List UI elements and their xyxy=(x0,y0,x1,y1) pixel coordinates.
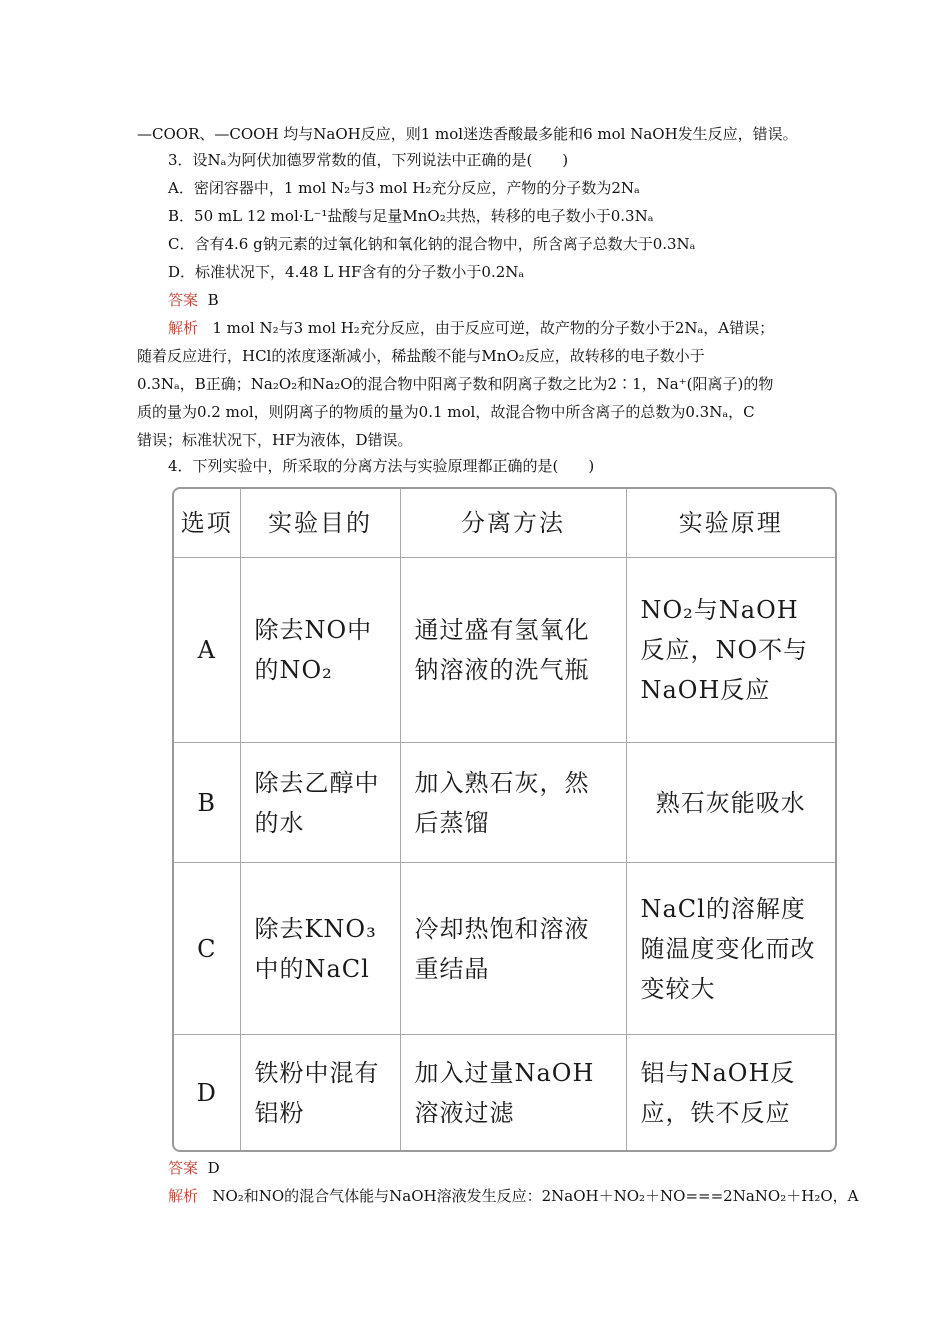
question-3: 3．设Nₐ为阿伏加德罗常数的值，下列说法中正确的是( ) xyxy=(168,151,569,169)
explanation-3-line: 0.3Nₐ，B正确；Na₂O₂和Na₂O的混合物中阳离子数和阴离子数之比为2∶1，Na⁺(阳离子)的物 xyxy=(137,375,774,393)
method-cell: 加入过量NaOH溶液过滤 xyxy=(400,1035,626,1151)
explanation-3-line: 错误；标准状况下，HF为液体，D错误。 xyxy=(137,431,413,449)
method-cell: 通过盛有氢氧化钠溶液的洗气瓶 xyxy=(400,558,626,743)
option-cell: D xyxy=(174,1035,240,1151)
answer-4 xyxy=(168,1158,220,1178)
principle-cell: NO₂与NaOH反应，NO不与NaOH反应 xyxy=(626,558,835,743)
header-principle: 实验原理 xyxy=(626,489,835,558)
header-purpose: 实验目的 xyxy=(240,489,400,558)
answer-label: 答案 xyxy=(168,1159,199,1177)
answer-label: 答案 xyxy=(168,291,199,309)
table-header-row xyxy=(174,489,835,558)
purpose-cell: 除去NO中的NO₂ xyxy=(240,558,400,743)
principle-cell: 铝与NaOH反应，铁不反应 xyxy=(626,1035,835,1151)
option-3b: B．50 mL 12 mol·L⁻¹盐酸与足量MnO₂共热，转移的电子数小于0.3Nₐ xyxy=(168,207,654,225)
answer-value: D xyxy=(207,1159,220,1177)
table-row xyxy=(174,743,835,863)
explanation-label: 解析 xyxy=(168,1187,199,1205)
explanation-3 xyxy=(168,318,774,338)
answer-value: B xyxy=(207,291,219,309)
experiment-table xyxy=(172,487,837,1152)
table-row xyxy=(174,1035,835,1151)
option-cell: C xyxy=(174,863,240,1035)
purpose-cell: 铁粉中混有铝粉 xyxy=(240,1035,400,1151)
option-3c: C．含有4.6 g钠元素的过氧化钠和氧化钠的混合物中，所含离子总数大于0.3Nₐ xyxy=(168,235,696,253)
explanation-text: 1 mol N₂与3 mol H₂充分反应，由于反应可逆，故产物的分子数小于2Nₐ，A错误； xyxy=(212,319,775,337)
option-cell: B xyxy=(174,743,240,863)
option-cell: A xyxy=(174,558,240,743)
question-4: 4．下列实验中，所采取的分离方法与实验原理都正确的是( ) xyxy=(168,457,595,475)
purpose-cell: 除去KNO₃中的NaCl xyxy=(240,863,400,1035)
table-row xyxy=(174,863,835,1035)
table-row xyxy=(174,558,835,743)
answer-3 xyxy=(168,290,219,310)
option-3d: D．标准状况下，4.48 L HF含有的分子数小于0.2Nₐ xyxy=(168,263,525,281)
explanation-label: 解析 xyxy=(168,319,199,337)
explanation-3-line: 随着反应进行，HCl的浓度逐渐减小，稀盐酸不能与MnO₂反应，故转移的电子数小于 xyxy=(137,347,705,365)
principle-cell: 熟石灰能吸水 xyxy=(626,743,835,863)
text-line: —COOR、—COOH 均与NaOH反应，则1 mol迷迭香酸最多能和6 mol NaOH发生反应，错误。 xyxy=(137,125,798,143)
explanation-3-line: 质的量为0.2 mol，则阴离子的物质的量为0.1 mol，故混合物中所含离子的总数为0.3Nₐ，C xyxy=(137,403,755,421)
header-method: 分离方法 xyxy=(400,489,626,558)
principle-cell: NaCl的溶解度随温度变化而改变较大 xyxy=(626,863,835,1035)
header-option: 选项 xyxy=(174,489,240,558)
method-cell: 加入熟石灰，然后蒸馏 xyxy=(400,743,626,863)
method-cell: 冷却热饱和溶液重结晶 xyxy=(400,863,626,1035)
explanation-text: NO₂和NO的混合气体能与NaOH溶液发生反应：2NaOH＋NO₂＋NO===2NaNO₂＋H₂O，A xyxy=(212,1187,859,1205)
purpose-cell: 除去乙醇中的水 xyxy=(240,743,400,863)
option-3a: A．密闭容器中，1 mol N₂与3 mol H₂充分反应，产物的分子数为2Nₐ xyxy=(168,179,640,197)
explanation-4 xyxy=(168,1186,858,1206)
